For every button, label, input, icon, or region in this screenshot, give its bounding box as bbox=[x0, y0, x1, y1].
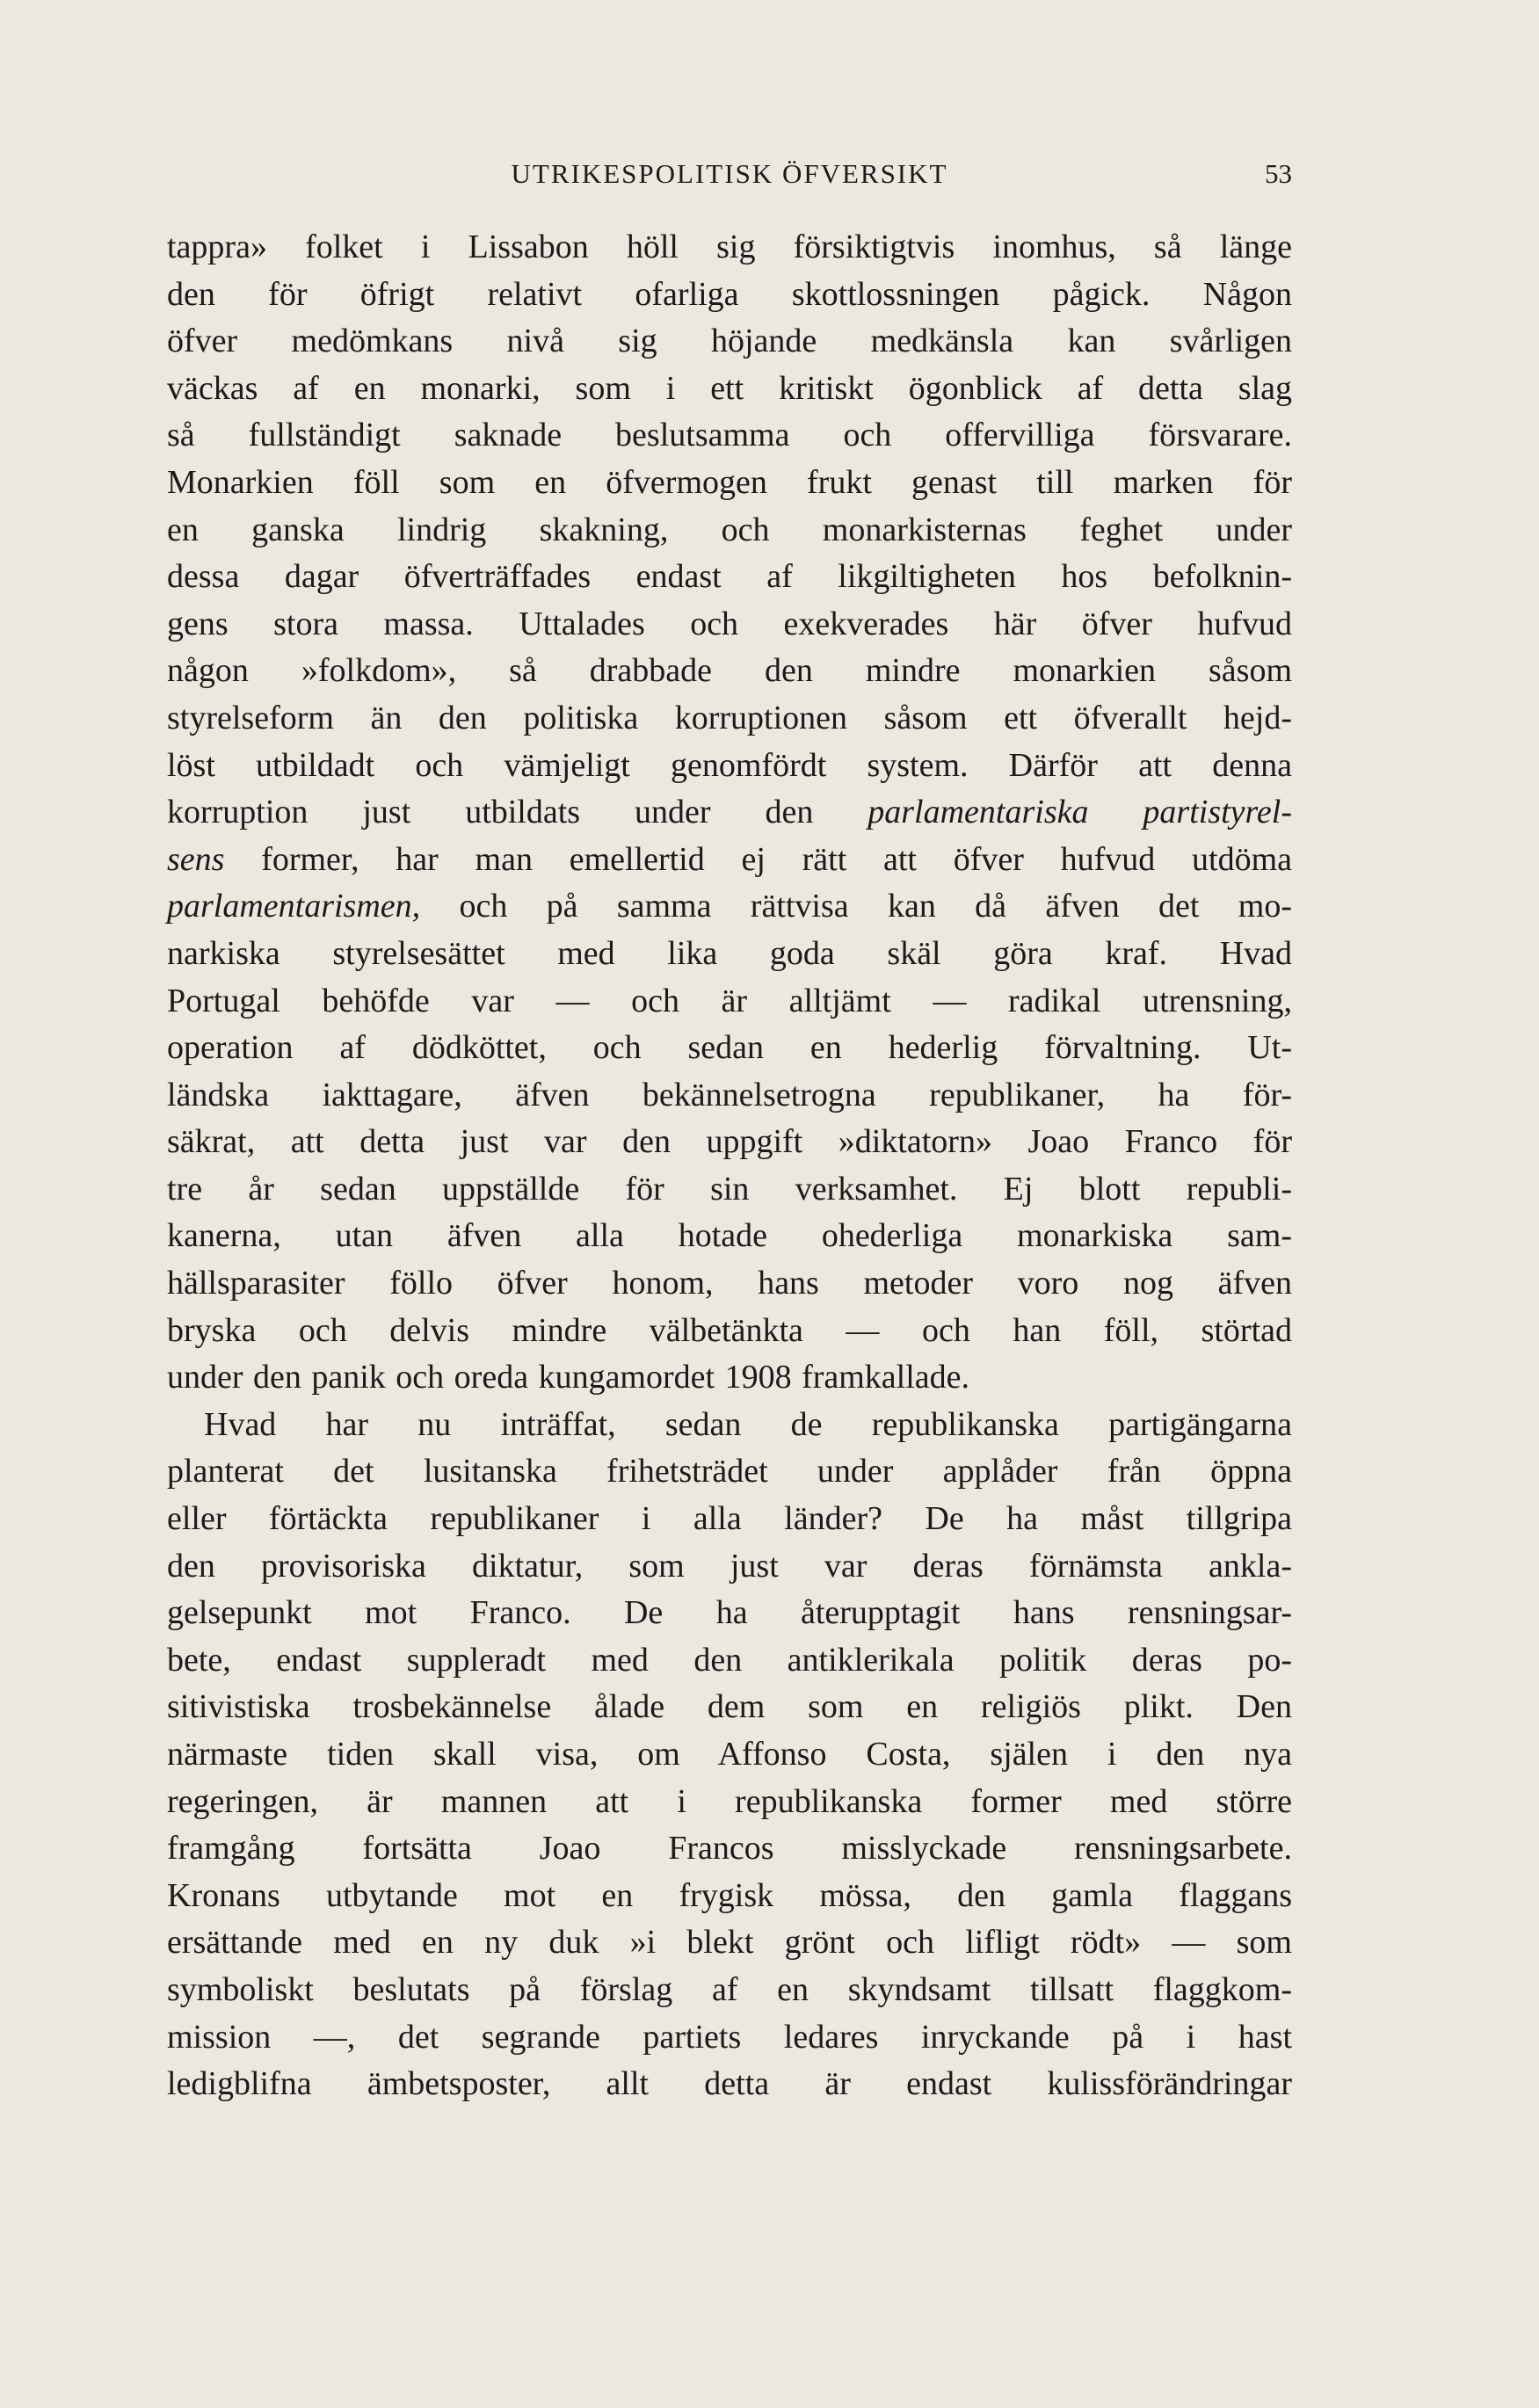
text-line: ledigblifna ämbetsposter, allt detta är endast kulissförändringar bbox=[167, 2065, 1292, 2103]
text-line: bryska och delvis mindre välbetänkta — och han föll, störtad bbox=[167, 1311, 1292, 1349]
text-line: den provisoriska diktatur, som just var deras förnämsta ankla- bbox=[167, 1547, 1292, 1585]
text-line: bete, endast suppleradt med den antiklerikala politik deras po- bbox=[167, 1641, 1292, 1679]
text-line: den för öfrigt relativt ofarliga skottlossningen pågick. Någon bbox=[167, 275, 1292, 313]
text-run: och på samma rättvisa kan då äfven det mo- bbox=[420, 888, 1292, 925]
running-title: UTRIKESPOLITISK ÖFVERSIKT bbox=[511, 158, 948, 189]
text-line-mixed bbox=[167, 883, 1292, 931]
text-line: planterat det lusitanska frihetsträdet under applåder från öppna bbox=[167, 1453, 1292, 1490]
text-line: väckas af en monarki, som i ett kritiskt ögonblick af detta slag bbox=[167, 369, 1292, 407]
italic-run: sens bbox=[167, 840, 225, 878]
text-line: framgång fortsätta Joao Francos misslyckade rensningsarbete. bbox=[167, 1830, 1292, 1868]
text-line: symboliskt beslutats på förslag af en skyndsamt tillsatt flaggkom- bbox=[167, 1970, 1292, 2008]
text-line-mixed bbox=[167, 837, 1292, 884]
text-run: former, har man emellertid ej rätt att öfver hufvud utdöma bbox=[224, 840, 1292, 878]
text-line: under den panik och oreda kungamordet 1908 framkallade. bbox=[167, 1359, 970, 1396]
text-line: narkiska styrelsesättet med lika goda skäl göra kraf. Hvad bbox=[167, 934, 1292, 972]
text-run: korruption just utbildats under den bbox=[167, 794, 868, 831]
text-line: tappra» folket i Lissabon höll sig försiktigtvis inomhus, så länge bbox=[167, 228, 1292, 265]
text-line: tre år sedan uppställde för sin verksamhet. Ej blott republi- bbox=[167, 1170, 1292, 1208]
text-line: säkrat, att detta just var den uppgift »diktatorn» Joao Franco för bbox=[167, 1123, 1292, 1161]
text-line: sitivistiska trosbekännelse ålade dem som en religiös plikt. Den bbox=[167, 1688, 1292, 1726]
text-line: Monarkien föll som en öfvermogen frukt genast till marken för bbox=[167, 463, 1292, 501]
text-line: så fullständigt saknade beslutsamma och offervilliga försvarare. bbox=[167, 417, 1292, 454]
text-line: mission —, det segrande partiets ledares inryckande på i hast bbox=[167, 2018, 1292, 2056]
italic-run: parlamentariska partistyrel- bbox=[868, 794, 1292, 831]
text-line: hällsparasiter föllo öfver honom, hans metoder voro nog äfven bbox=[167, 1265, 1292, 1302]
text-line: en ganska lindrig skakning, och monarkisternas feghet under bbox=[167, 511, 1292, 548]
text-line: operation af dödköttet, och sedan en hederlig förvaltning. Ut- bbox=[167, 1029, 1292, 1067]
text-line: ländska iakttagare, äfven bekännelsetrogna republikaner, ha för- bbox=[167, 1076, 1292, 1113]
text-line: styrelseform än den politiska korruptionen såsom ett öfverallt hejd- bbox=[167, 699, 1292, 736]
paragraph-1 bbox=[167, 224, 1292, 1402]
text-line: Hvad har nu inträffat, sedan de republikanska partigängarna bbox=[204, 1405, 1292, 1443]
text-line-mixed bbox=[167, 789, 1292, 837]
text-line: Kronans utbytande mot en frygisk mössa, den gamla flaggans bbox=[167, 1876, 1292, 1914]
text-line: Portugal behöfde var — och är alltjämt — radikal utrensning, bbox=[167, 982, 1292, 1019]
italic-run: parlamentarismen, bbox=[167, 888, 421, 925]
text-line: någon »folkdom», så drabbade den mindre monarkien såsom bbox=[167, 652, 1292, 690]
text-line: löst utbildadt och vämjeligt genomfördt system. Därför att denna bbox=[167, 746, 1292, 784]
page-number: 53 bbox=[1265, 158, 1292, 189]
text-line: gens stora massa. Uttalades och exekverades här öfver hufvud bbox=[167, 605, 1292, 642]
page-header bbox=[167, 158, 1292, 200]
body-text bbox=[167, 224, 1292, 2108]
text-line: kanerna, utan äfven alla hotade ohederliga monarkiska sam- bbox=[167, 1217, 1292, 1255]
text-line: närmaste tiden skall visa, om Affonso Costa, själen i den nya bbox=[167, 1736, 1292, 1773]
text-line: regeringen, är mannen att i republikanska former med större bbox=[167, 1782, 1292, 1820]
text-line: gelsepunkt mot Franco. De ha återupptagit hans rensningsar- bbox=[167, 1594, 1292, 1632]
text-line: öfver medömkans nivå sig höjande medkänsla kan svårligen bbox=[167, 323, 1292, 360]
paragraph-2 bbox=[167, 1402, 1292, 2108]
text-line: dessa dagar öfverträffades endast af likgiltigheten hos befolknin- bbox=[167, 558, 1292, 596]
text-line: ersättande med en ny duk »i blekt grönt och lifligt rödt» — som bbox=[167, 1924, 1292, 1962]
text-line: eller förtäckta republikaner i alla länder? De ha måst tillgripa bbox=[167, 1500, 1292, 1538]
